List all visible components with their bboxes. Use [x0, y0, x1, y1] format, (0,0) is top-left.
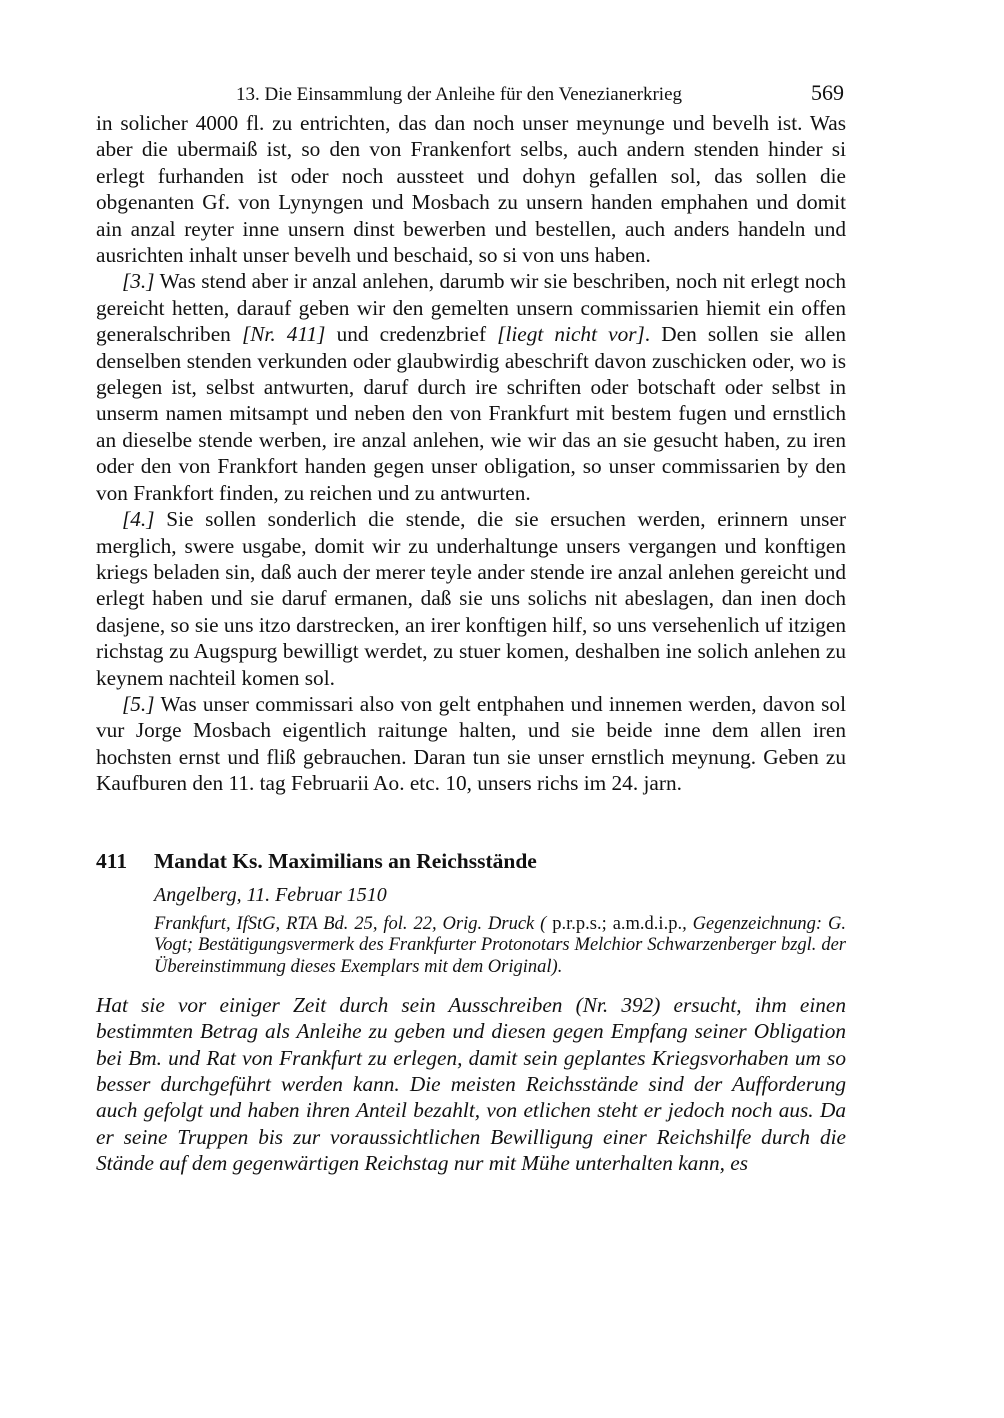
editorial-note: [liegt nicht vor]	[497, 322, 645, 347]
paragraph-4	[96, 506, 846, 691]
place-date: Angelberg, 11. Februar 1510	[154, 883, 387, 906]
paragraph-3-text-c: . Den sollen sie allen denselben stenden verkunden oder glaubwirdig abeschrift davon zuschicken oder, wo is gelegen ist, selbst antwurten, daruf durch ire schriften oder botschaft oder selbst in unserm namen mitsampt und neben den von Frankfurt mit bestem fugen und ernstlich an dieselbe stende werben, ire anzal anlehen, wie wir das an sie gesucht haben, zu iren oder den von Frankfort handen gegen unser obligation, so unser commissarien by den von Frankfort finden, zu reichen und zu antwurten.	[96, 322, 846, 505]
source-upright-2: a.m.d.i.p.	[612, 913, 683, 934]
section-marker-5: [5.]	[122, 691, 155, 716]
cross-reference-nr-411: [Nr. 411]	[241, 322, 326, 347]
paragraph-5	[96, 691, 846, 797]
page-number: 569	[811, 80, 844, 105]
source-text-c: , Gegenzeichnung: G. Vogt; Bestätigungsvermerk des Frankfurter Protonotars Melchior Schwarzenberger bzgl. der Übereinstimmung dieses Exemplars mit dem Original).	[154, 913, 847, 977]
source-upright-1: p.r.p.s.;	[546, 913, 607, 934]
paragraph-3	[96, 268, 846, 506]
source-text-a: Frankfurt, IfStG, RTA Bd. 25, fol. 22, Orig. Druck (	[154, 913, 547, 934]
document-heading	[96, 849, 846, 874]
paragraph-5-text: Was unser commissari also von gelt entphahen und innemen werden, davon sol vur Jorge Mosbach eigentlich raitunge halten, und sie beide inne dem allen iren hochsten ernst und fliß gebrauchen. Daran tun sie unser ernstlich meynung. Geben zu Kaufburen den 11. tag Februarii Ao. etc. 10, unsers richs im 24. jarn.	[96, 691, 846, 796]
source-note	[154, 914, 846, 979]
paragraph-continuation: in solicher 4000 fl. zu entrichten, das dan noch unser meynunge und bevelh ist. Was aber die ubermaiß ist, so den von Frankenfort selbs, auch andern stenden hinder si erlegt furhanden ist oder noch aussteet und dohyn gefallen sol, das sollen die obgenanten Gf. von Lynyngen und Mosbach zu unsern handen emphahen und domit ain anzal reyter inne unsern dinst bewerben und bestellen, auch anders handeln und ausrichten inhalt unser bevelh und beschaid, so si von uns haben.	[96, 111, 846, 268]
document-title: Mandat Ks. Maximilians an Reichsstände	[154, 848, 537, 873]
section-marker-3: [3.]	[122, 269, 155, 294]
regest-summary: Hat sie vor einiger Zeit durch sein Ausschreiben (Nr. 392) ersucht, ihm einen bestimmten Betrag als Anleihe zu geben und diesen gegen Empfang seiner Obligation bei Bm. und Rat von Frankfurt zu erlegen, damit sein geplantes Kriegsvorhaben um so besser durchgeführt werden kann. Die meisten Reichsstände sind der Aufforderung auch gefolgt und haben ihren Anteil bezahlt, von etlichen steht er jedoch noch aus. Da er seine Truppen bis zur voraussichtlichen Bewilligung einer Reichshilfe durch die Stände auf dem gegenwärtigen Reichstag nur mit Mühe unterhalten kann, es	[96, 993, 846, 1175]
document-body	[96, 110, 846, 797]
document-number: 411	[96, 848, 128, 873]
section-marker-4: [4.]	[122, 507, 155, 532]
running-title: 13. Die Einsammlung der Anleihe für den Venezianerkrieg	[236, 84, 683, 105]
page	[96, 78, 846, 1176]
paragraph-3-text-a: Was stend aber ir anzal anlehen, darumb wir sie beschriben, noch nit erlegt noch gereicht hetten, darauf geben wir den gemelten unsern commissarien hiemit ein offen generalschriben	[96, 269, 846, 347]
paragraph-3-text-b: und credenzbrief	[325, 322, 498, 347]
running-header	[96, 78, 846, 110]
paragraph-4-text: Sie sollen sonderlich die stende, die sie ersuchen werden, erinnern unser merglich, swere usgabe, domit wir zu underhaltunge unsers vergangen und konftigen kriegs beladen sin, daß auch der merer teyle ander stende ire anzal anlehen gereicht und erlegt haben und sie daruf ermanen, daß sie uns solichs nit abeslagen, dan inen doch dasjene, so sie uns itzo darstrecken, an irer konftigen hilf, so uns versehenlich uf itzigen richstag zu Augspurg bewilligt werdet, zu stuer komen, deshalben ine solich anlehen zu keynem nachteil komen sol.	[96, 507, 846, 690]
